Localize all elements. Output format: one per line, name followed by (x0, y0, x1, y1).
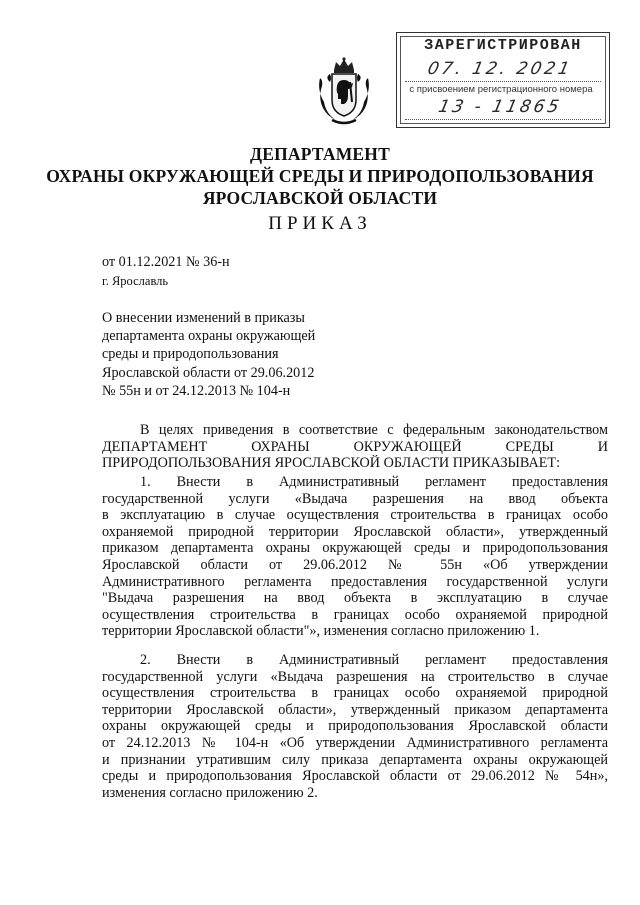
text-line: и признании утратившим силу приказа департамента охраны окружающей (102, 751, 608, 768)
text-line: осуществления строительства в границах особо охраняемой природной (102, 685, 608, 702)
text-line: государственной услуги «Выдача разрешения на строительство в случае (102, 668, 608, 685)
stamp-divider (405, 81, 601, 82)
text-line: осуществления строительства в границах особо охраняемой природной (102, 606, 608, 623)
text-line: охраняемой природной территории Ярославской области», утвержденный (102, 523, 608, 540)
subject-line: № 55н и от 24.12.2013 № 104-н (102, 382, 291, 399)
subject-line: Ярославской области от 29.06.2012 (102, 364, 315, 381)
text-line: "Выдача разрешения на ввод объекта в эксплуатацию в случае (102, 590, 608, 607)
text-line: Административного регламента предоставления государственной услуги (102, 573, 608, 590)
text-line: 1. Внести в Административный регламент предоставления (140, 474, 608, 490)
text-line: среды и природопользования Ярославской области от 29.06.2012 № 54н», (102, 768, 608, 785)
text-line: ПРИРОДОПОЛЬЗОВАНИЯ ЯРОСЛАВСКОЙ ОБЛАСТИ ПРИКАЗЫВАЕТ: (102, 455, 561, 472)
order-subject (102, 309, 315, 400)
clause-1-paragraph (102, 474, 608, 640)
text-line: территории Ярославской области"», изменения согласно приложению 1. (102, 623, 540, 640)
department-title-line-1: ДЕПАРТАМЕНТ (250, 144, 390, 164)
text-line: охраны окружающей среды и природопользования Ярославской области (102, 718, 608, 735)
stamp-handwritten-date: 07. 12. 2021 (425, 59, 575, 79)
clause-2-paragraph (102, 652, 608, 801)
text-line: 2. Внести в Административный регламент предоставления (140, 652, 608, 668)
text-line: государственной услуги «Выдача разрешения на ввод объекта (102, 490, 608, 507)
subject-line: департамента охраны окружающей (102, 328, 316, 345)
text-line: изменения согласно приложению 2. (102, 784, 318, 801)
text-line: В целях приведения в соответствие с федеральным законодательством (140, 422, 608, 438)
subject-line: среды и природопользования (102, 346, 279, 363)
text-line: приказом департамента охраны окружающей среды и природопользования (102, 540, 608, 557)
subject-line: О внесении изменений в приказы (102, 310, 305, 326)
document-type-title: ПРИКАЗ (268, 213, 372, 234)
order-city: г. Ярославль (102, 274, 169, 288)
text-line: территории Ярославской области», утвержденный приказом департамента (102, 701, 608, 718)
stamp-divider (405, 119, 601, 120)
text-line: ДЕПАРТАМЕНТ ОХРАНЫ ОКРУЖАЮЩЕЙ СРЕДЫ И (102, 438, 608, 455)
text-line: от 24.12.2013 № 104-н «Об утверждении Административного регламента (102, 734, 608, 751)
department-title-line-2: ОХРАНЫ ОКРУЖАЮЩЕЙ СРЕДЫ И ПРИРОДОПОЛЬЗОВАНИЯ (46, 166, 594, 186)
text-line: Ярославской области от 29.06.2012 № 55н «Об утверждении (102, 556, 608, 573)
department-title-line-3: ЯРОСЛАВСКОЙ ОБЛАСТИ (202, 188, 438, 208)
coat-of-arms-icon (314, 56, 374, 128)
stamp-handwritten-reg-number: 13 - 11865 (436, 97, 564, 117)
order-date-number: от 01.12.2021 № 36-н (102, 254, 230, 270)
preamble-paragraph (102, 422, 608, 472)
stamp-title: ЗАРЕГИСТРИРОВАН (424, 37, 582, 54)
registration-stamp (396, 32, 610, 128)
text-line: в эксплуатацию в случае осуществления строительства в границах особо (102, 507, 608, 524)
stamp-note: с присвоением регистрационного номера (409, 84, 593, 95)
